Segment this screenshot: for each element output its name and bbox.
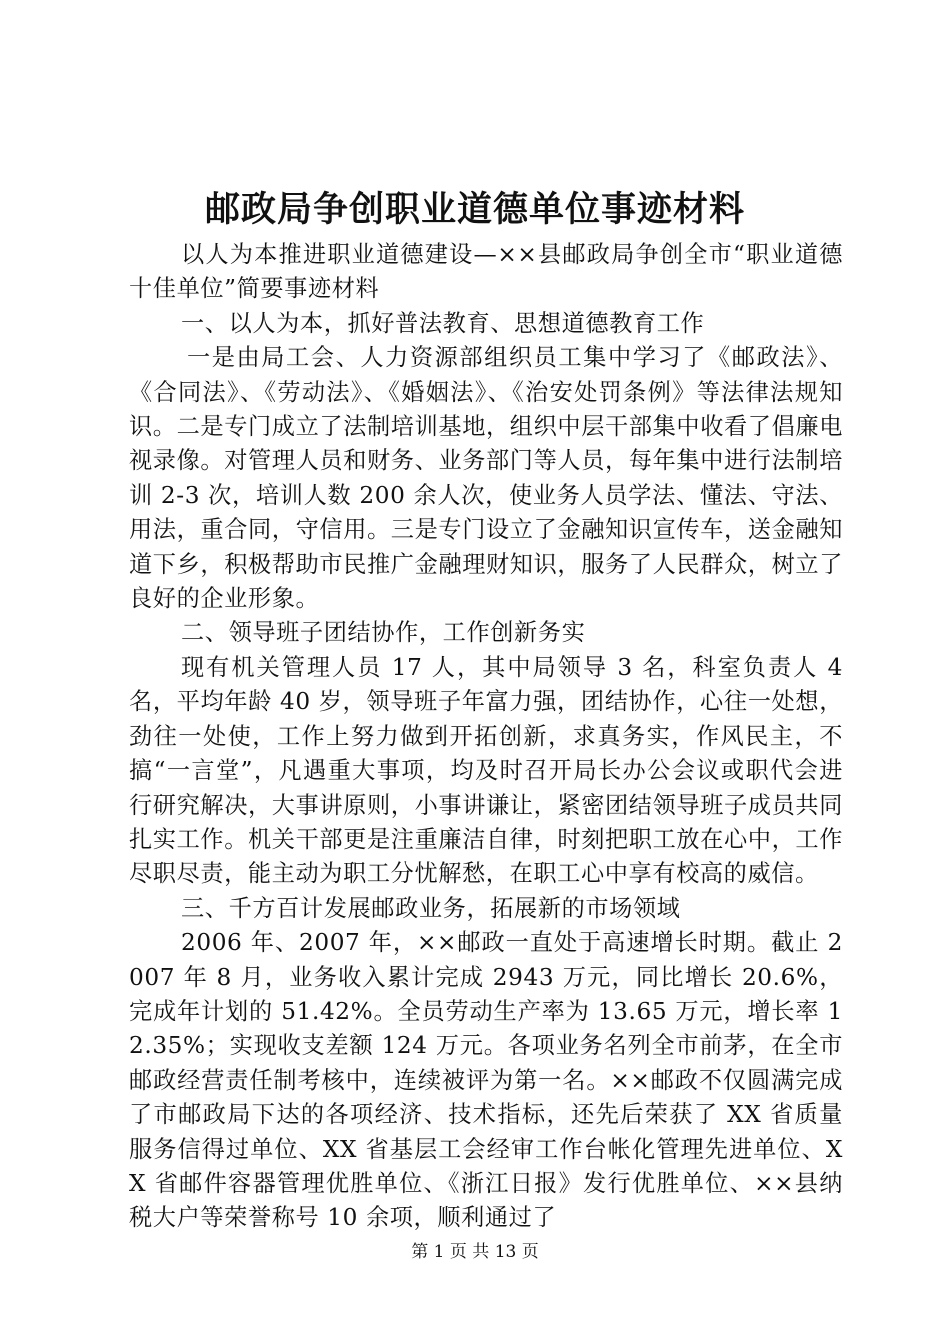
section-heading-1: 一、以人为本，抓好普法教育、思想道德教育工作 [181,309,705,337]
section-heading-2: 二、领导班子团结协作，工作创新务实 [181,619,586,647]
paragraph-section-1: 一是由局工会、人力资源部组织员工集中学习了《邮政法》、《合同法》、《劳动法》、《婚姻法》、《治安处罚条例》等法律法规知识。二是专门成立了法制培训基地，组织中层干部集中收看了倡廉电视录像。对管理人员和财务、业务部门等人员，每年集中进行法制培训 2-3 次，培训人数 200 余人次，使业务人员学法、懂法、守法、用法，重合同，守信用。三是专门设立了金融知识宣传车，送金融知道下乡，积极帮助市民推广金融理财知识，服务了人民群众，树立了良好的企业形象。 [129,344,843,613]
paragraph-section-3: 2006 年、2007 年，××邮政一直处于高速增长时期。截止 2007 年 8 月，业务收入累计完成 2943 万元，同比增长 20.6%，完成年计划的 51.42%。全员劳动生产率为 13.65 万元，增长率 12.35%；实现收支差额 124 万元。各项业务名列全市前茅，在全市邮政经营责任制考核中，连续被评为第一名。××邮政不仅圆满完成了市邮政局下达的各项经济、技术指标，还先后荣获了 XX 省质量服务信得过单位、XX 省基层工会经审工作台帐化管理先进单位、XX 省邮件容器管理优胜单位、《浙江日报》发行优胜单位、××县纳税大户等荣誉称号 10 余项，顺利通过了 [129,929,843,1232]
paragraph-intro: 以人为本推进职业道德建设—××县邮政局争创全市“职业道德十佳单位”简要事迹材料 [129,241,843,303]
section-heading-3: 三、千方百计发展邮政业务，拓展新的市场领域 [181,894,681,922]
paragraph-section-2: 现有机关管理人员 17 人，其中局领导 3 名，科室负责人 4 名，平均年龄 40 岁，领导班子年富力强，团结协作，心往一处想，劲往一处使，工作上努力做到开拓创新，求真务实，作风民主，不搞“一言堂”，凡遇重大事项，均及时召开局长办公会议或职代会进行研究解决，大事讲原则，小事讲谦让，紧密团结领导班子成员共同扎实工作。机关干部更是注重廉洁自律，时刻把职工放在心中，工作尽职尽责，能主动为职工分忧解愁，在职工心中享有校高的威信。 [129,653,843,888]
page-footer: 第 1 页 共 13 页 [411,1242,539,1262]
document-body [129,238,843,1236]
document-title: 邮政局争创职业道德单位事迹材料 [204,189,745,230]
